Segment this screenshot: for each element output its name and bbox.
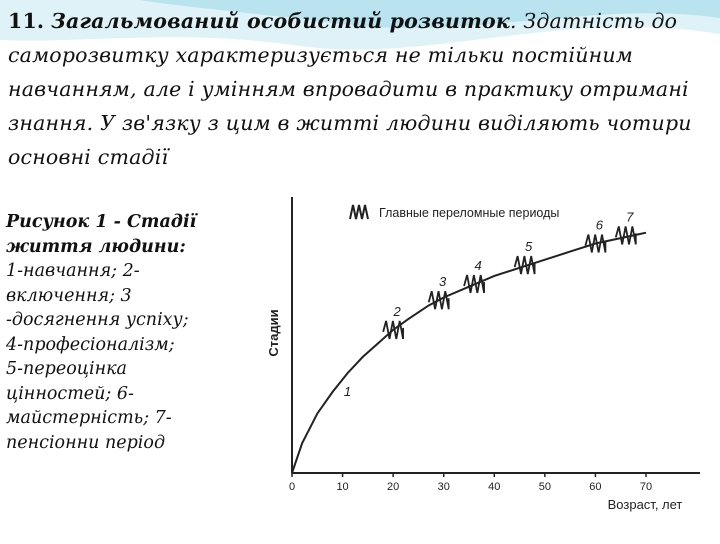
stage-label: 1	[343, 383, 352, 399]
stage-label: 2	[393, 303, 401, 319]
chart-legend	[350, 205, 559, 220]
stage-label: 7	[626, 209, 634, 225]
intro-paragraph	[8, 4, 714, 174]
x-tick-label: 70	[639, 481, 653, 493]
y-axis-label: Стадии	[266, 309, 281, 357]
caption-item: 4-професіоналізм;	[6, 334, 175, 355]
stage-label: 4	[474, 258, 482, 273]
section-number: 11.	[8, 9, 45, 33]
curve-layer	[292, 233, 646, 473]
intro-text: . Здатність до саморозвитку характеризується не тільки постійним навчанням, але і умінням впровадити в практику отримані знання. У зв'язку з цим в житті людини виділяють чотири основні стадії	[8, 9, 692, 169]
x-tick-label: 30	[437, 481, 450, 493]
caption-item: 1-навчання; 2-включення; 3 -досягнення успіху;	[6, 261, 189, 330]
x-axis-label: Возраст, лет	[607, 497, 683, 512]
x-tick-label: 60	[589, 481, 602, 493]
x-tick-label: 40	[488, 481, 501, 493]
caption-item: 5-переоцінка цінностей; 6-майстерність; 7-пенсіонни період	[6, 359, 172, 453]
legend-label: Главные переломные периоды	[379, 206, 560, 220]
axes	[289, 197, 700, 493]
figure-caption	[6, 210, 201, 455]
life-stages-chart	[200, 183, 720, 540]
caption-title: Рисунок 1 - Стадії життя людини:	[6, 212, 197, 257]
x-tick-label: 20	[387, 481, 400, 493]
x-tick-label: 0	[288, 481, 296, 493]
x-tick-label: 10	[336, 481, 349, 493]
stage-label: 6	[595, 217, 604, 233]
chart-figure	[200, 183, 720, 540]
marks-layer	[344, 209, 636, 399]
stage-label: 3	[439, 274, 447, 290]
section-term: Загальмований особистий розвиток	[50, 9, 510, 33]
x-tick-label: 50	[538, 481, 551, 493]
legend-break-symbol	[350, 205, 368, 219]
stage-label: 5	[525, 239, 533, 255]
development-curve	[292, 233, 646, 473]
break-period-mark	[515, 256, 535, 274]
